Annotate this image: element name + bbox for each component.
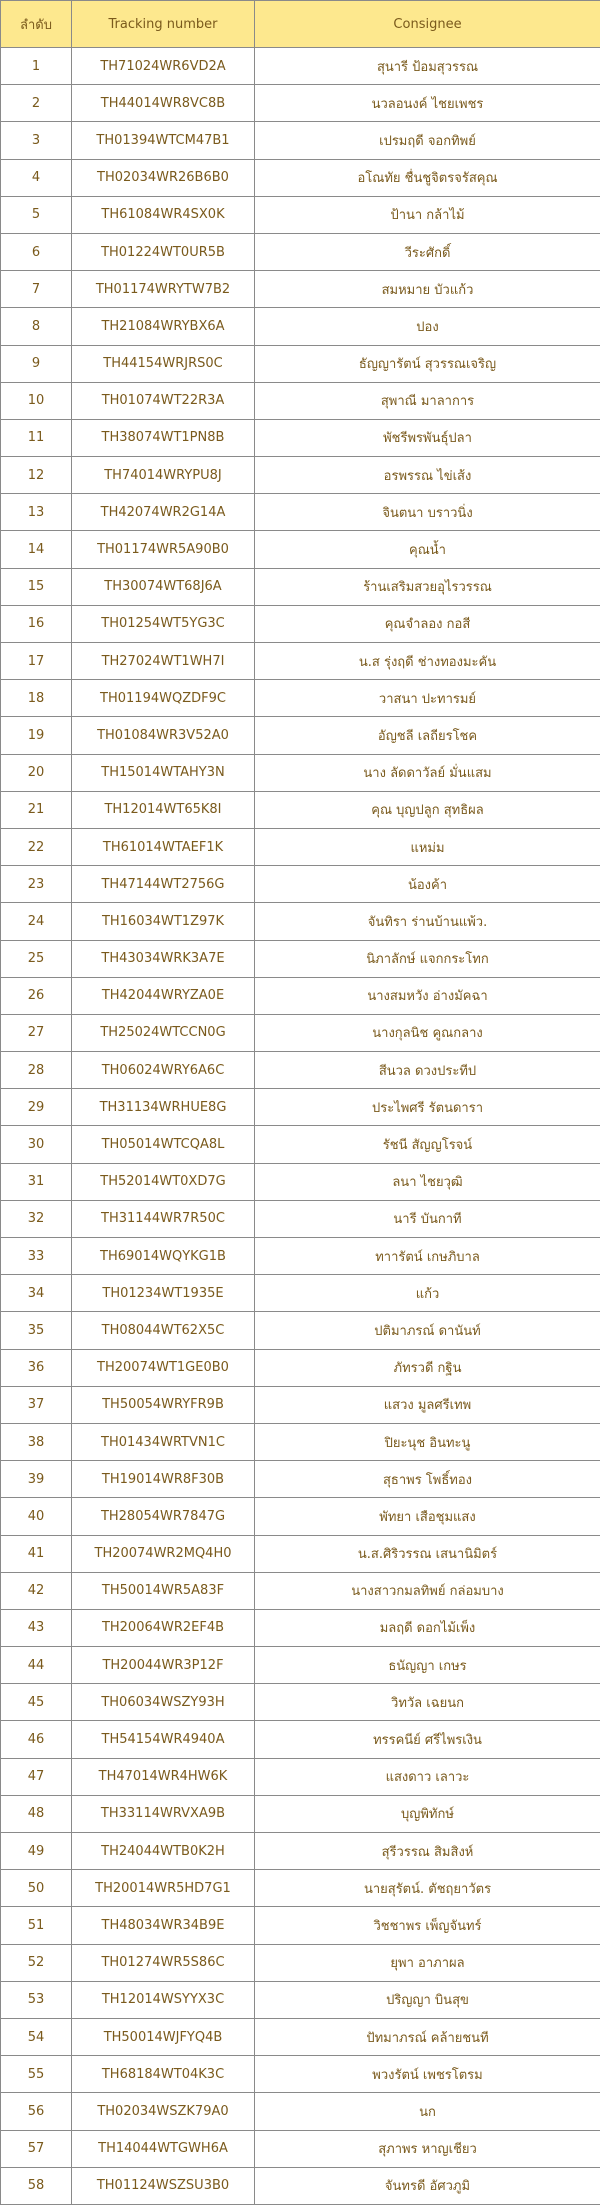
tracking-number: TH01274WR5S86C bbox=[72, 1944, 255, 1981]
table-row bbox=[1, 1535, 600, 1572]
table-row bbox=[1, 382, 600, 419]
tracking-number: TH20064WR2EF4B bbox=[72, 1609, 255, 1646]
row-number: 45 bbox=[1, 1684, 72, 1721]
row-number: 57 bbox=[1, 2130, 72, 2167]
table-row bbox=[1, 1721, 600, 1758]
consignee-name: นวลอนงค์ ไชยเพชร bbox=[255, 85, 600, 122]
table-row bbox=[1, 1907, 600, 1944]
tracking-number: TH21084WRYBX6A bbox=[72, 308, 255, 345]
row-number: 50 bbox=[1, 1870, 72, 1907]
tracking-number: TH31134WRHUE8G bbox=[72, 1089, 255, 1126]
table-row bbox=[1, 1795, 600, 1832]
consignee-name: บุญพิทักษ์ bbox=[255, 1795, 600, 1832]
row-number: 27 bbox=[1, 1014, 72, 1051]
consignee-name: แสวง มูลศรีเทพ bbox=[255, 1386, 600, 1423]
table-row bbox=[1, 1052, 600, 1089]
table-row bbox=[1, 568, 600, 605]
table-row bbox=[1, 1312, 600, 1349]
row-number: 34 bbox=[1, 1275, 72, 1312]
consignee-name: ทาารัตน์ เกษภิบาล bbox=[255, 1238, 600, 1275]
consignee-name: ป้านา กล้าไม้ bbox=[255, 196, 600, 233]
consignee-name: นก bbox=[255, 2093, 600, 2130]
table-row bbox=[1, 2167, 600, 2204]
table-row bbox=[1, 159, 600, 196]
row-number: 51 bbox=[1, 1907, 72, 1944]
row-number: 58 bbox=[1, 2167, 72, 2204]
row-number: 44 bbox=[1, 1647, 72, 1684]
tracking-number: TH12014WT65K8I bbox=[72, 791, 255, 828]
tracking-number: TH42044WRYZA0E bbox=[72, 977, 255, 1014]
row-number: 35 bbox=[1, 1312, 72, 1349]
row-number: 8 bbox=[1, 308, 72, 345]
tracking-number: TH42074WR2G14A bbox=[72, 494, 255, 531]
consignee-name: จินตนา บราวนิ่ง bbox=[255, 494, 600, 531]
table-row bbox=[1, 1126, 600, 1163]
row-number: 21 bbox=[1, 791, 72, 828]
row-number: 33 bbox=[1, 1238, 72, 1275]
tracking-number: TH16034WT1Z97K bbox=[72, 903, 255, 940]
table-row bbox=[1, 940, 600, 977]
row-number: 19 bbox=[1, 717, 72, 754]
row-number: 40 bbox=[1, 1498, 72, 1535]
row-number: 55 bbox=[1, 2056, 72, 2093]
row-number: 7 bbox=[1, 271, 72, 308]
tracking-number: TH48034WR34B9E bbox=[72, 1907, 255, 1944]
tracking-number: TH19014WR8F30B bbox=[72, 1461, 255, 1498]
consignee-name: ปติมาภรณ์ ดานันท์ bbox=[255, 1312, 600, 1349]
tracking-number: TH47144WT2756G bbox=[72, 866, 255, 903]
table-row bbox=[1, 680, 600, 717]
tracking-number: TH28054WR7847G bbox=[72, 1498, 255, 1535]
consignee-name: ปอง bbox=[255, 308, 600, 345]
tracking-number: TH27024WT1WH7I bbox=[72, 643, 255, 680]
row-number: 1 bbox=[1, 48, 72, 85]
table-row bbox=[1, 48, 600, 85]
row-number: 22 bbox=[1, 828, 72, 865]
consignee-name: ทรรคนีย์ ศรีไพรเงิน bbox=[255, 1721, 600, 1758]
tracking-number: TH50014WR5A83F bbox=[72, 1572, 255, 1609]
row-number: 9 bbox=[1, 345, 72, 382]
row-number: 37 bbox=[1, 1386, 72, 1423]
consignee-name: วาสนา ปะทารมย์ bbox=[255, 680, 600, 717]
row-number: 36 bbox=[1, 1349, 72, 1386]
consignee-name: ประไพศรี รัตนดารา bbox=[255, 1089, 600, 1126]
table-row bbox=[1, 122, 600, 159]
consignee-name: สุธาพร โพธิ์ทอง bbox=[255, 1461, 600, 1498]
row-number: 16 bbox=[1, 605, 72, 642]
consignee-name: คุณจำลอง กอสี bbox=[255, 605, 600, 642]
row-number: 24 bbox=[1, 903, 72, 940]
table-body bbox=[1, 48, 600, 2205]
row-number: 39 bbox=[1, 1461, 72, 1498]
table-row bbox=[1, 1498, 600, 1535]
row-number: 41 bbox=[1, 1535, 72, 1572]
row-number: 20 bbox=[1, 754, 72, 791]
row-number: 29 bbox=[1, 1089, 72, 1126]
tracking-number: TH74014WRYPU8J bbox=[72, 457, 255, 494]
tracking-number: TH68184WT04K3C bbox=[72, 2056, 255, 2093]
tracking-number: TH52014WT0XD7G bbox=[72, 1163, 255, 1200]
row-number: 47 bbox=[1, 1758, 72, 1795]
table-row bbox=[1, 1609, 600, 1646]
tracking-number: TH44014WR8VC8B bbox=[72, 85, 255, 122]
tracking-number: TH31144WR7R50C bbox=[72, 1200, 255, 1237]
table-row bbox=[1, 828, 600, 865]
consignee-name: ลนา ไชยวุฒิ bbox=[255, 1163, 600, 1200]
tracking-number: TH20044WR3P12F bbox=[72, 1647, 255, 1684]
table-row bbox=[1, 754, 600, 791]
table-row bbox=[1, 2056, 600, 2093]
row-number: 49 bbox=[1, 1833, 72, 1870]
tracking-number: TH01434WRTVN1C bbox=[72, 1423, 255, 1460]
table-row bbox=[1, 903, 600, 940]
row-number: 15 bbox=[1, 568, 72, 605]
row-number: 18 bbox=[1, 680, 72, 717]
tracking-number: TH01234WT1935E bbox=[72, 1275, 255, 1312]
consignee-name: ยุพา อาภาผล bbox=[255, 1944, 600, 1981]
table-row bbox=[1, 196, 600, 233]
tracking-number: TH25024WTCCN0G bbox=[72, 1014, 255, 1051]
column-header-tracking-number: Tracking number bbox=[72, 1, 255, 48]
row-number: 14 bbox=[1, 531, 72, 568]
tracking-number: TH47014WR4HW6K bbox=[72, 1758, 255, 1795]
consignee-name: นิภาลักษ์ แจกกระโทก bbox=[255, 940, 600, 977]
table-row bbox=[1, 791, 600, 828]
row-number: 17 bbox=[1, 643, 72, 680]
tracking-number: TH01224WT0UR5B bbox=[72, 233, 255, 270]
tracking-number: TH01174WR5A90B0 bbox=[72, 531, 255, 568]
table-row bbox=[1, 1089, 600, 1126]
consignee-name: นายสุรัตน์. ตัชฤยาวัตร bbox=[255, 1870, 600, 1907]
column-header-order: ลำดับ bbox=[1, 1, 72, 48]
row-number: 46 bbox=[1, 1721, 72, 1758]
table-row bbox=[1, 1833, 600, 1870]
table-row bbox=[1, 977, 600, 1014]
table-row bbox=[1, 2018, 600, 2055]
consignee-name: จันทรดี อัศวภูมิ bbox=[255, 2167, 600, 2204]
table-row bbox=[1, 1870, 600, 1907]
table-row bbox=[1, 1572, 600, 1609]
tracking-number: TH44154WRJRS0C bbox=[72, 345, 255, 382]
tracking-number: TH14044WTGWH6A bbox=[72, 2130, 255, 2167]
consignee-name: แหม่ม bbox=[255, 828, 600, 865]
tracking-number: TH01174WRYTW7B2 bbox=[72, 271, 255, 308]
tracking-number: TH61084WR4SX0K bbox=[72, 196, 255, 233]
consignee-name: คุณน้ำ bbox=[255, 531, 600, 568]
consignee-name: ธัญญารัตน์ สุวรรณเจริญ bbox=[255, 345, 600, 382]
consignee-name: อัญชลี เลถียรโชค bbox=[255, 717, 600, 754]
tracking-number: TH50054WRYFR9B bbox=[72, 1386, 255, 1423]
tracking-number: TH01124WSZSU3B0 bbox=[72, 2167, 255, 2204]
table-row bbox=[1, 531, 600, 568]
table-row bbox=[1, 85, 600, 122]
consignee-name: สุภาพร หาญเชียว bbox=[255, 2130, 600, 2167]
consignee-name: อรพรรณ ไข่เส้ง bbox=[255, 457, 600, 494]
tracking-number: TH01394WTCM47B1 bbox=[72, 122, 255, 159]
consignee-name: แสงดาว เลาวะ bbox=[255, 1758, 600, 1795]
consignee-name: เปรมฤดี จอกทิพย์ bbox=[255, 122, 600, 159]
consignee-name: ร้านเสริมสวยอุไรวรรณ bbox=[255, 568, 600, 605]
tracking-number: TH05014WTCQA8L bbox=[72, 1126, 255, 1163]
row-number: 38 bbox=[1, 1423, 72, 1460]
tracking-number: TH15014WTAHY3N bbox=[72, 754, 255, 791]
table-row bbox=[1, 1461, 600, 1498]
consignee-name: สีนวล ดวงประทีป bbox=[255, 1052, 600, 1089]
row-number: 56 bbox=[1, 2093, 72, 2130]
consignee-name: พัชรีพรพันธุ์ปลา bbox=[255, 419, 600, 456]
row-number: 11 bbox=[1, 419, 72, 456]
tracking-number: TH71024WR6VD2A bbox=[72, 48, 255, 85]
consignee-name: น.ส รุ่งฤดี ช่างทองมะคัน bbox=[255, 643, 600, 680]
consignee-name: นารี บันกาที bbox=[255, 1200, 600, 1237]
consignee-name: นางกุลนิช คูณกลาง bbox=[255, 1014, 600, 1051]
consignee-name: จันทิรา ร่านบ้านแพ้ว. bbox=[255, 903, 600, 940]
table-row bbox=[1, 308, 600, 345]
tracking-number: TH54154WR4940A bbox=[72, 1721, 255, 1758]
consignee-name: นางสาวกมลทิพย์ กล่อมบาง bbox=[255, 1572, 600, 1609]
consignee-name: วีระศักดิ์ bbox=[255, 233, 600, 270]
consignee-name: สุพาณี มาลาการ bbox=[255, 382, 600, 419]
table-row bbox=[1, 2130, 600, 2167]
tracking-number: TH24044WTB0K2H bbox=[72, 1833, 255, 1870]
table-header-row bbox=[1, 1, 600, 48]
row-number: 3 bbox=[1, 122, 72, 159]
row-number: 2 bbox=[1, 85, 72, 122]
tracking-number: TH20014WR5HD7G1 bbox=[72, 1870, 255, 1907]
tracking-number: TH01074WT22R3A bbox=[72, 382, 255, 419]
tracking-number: TH06034WSZY93H bbox=[72, 1684, 255, 1721]
consignee-name: ภัทรวดี กฐิน bbox=[255, 1349, 600, 1386]
consignee-name: อโณทัย ชื่นชูจิตรจรัสคุณ bbox=[255, 159, 600, 196]
row-number: 23 bbox=[1, 866, 72, 903]
row-number: 54 bbox=[1, 2018, 72, 2055]
column-header-consignee: Consignee bbox=[255, 1, 600, 48]
tracking-number: TH69014WQYKG1B bbox=[72, 1238, 255, 1275]
table-row bbox=[1, 1981, 600, 2018]
row-number: 53 bbox=[1, 1981, 72, 2018]
table-row bbox=[1, 1386, 600, 1423]
row-number: 26 bbox=[1, 977, 72, 1014]
tracking-number: TH20074WT1GE0B0 bbox=[72, 1349, 255, 1386]
tracking-number: TH33114WRVXA9B bbox=[72, 1795, 255, 1832]
table-row bbox=[1, 1200, 600, 1237]
tracking-number: TH02034WR26B6B0 bbox=[72, 159, 255, 196]
tracking-number: TH61014WTAEF1K bbox=[72, 828, 255, 865]
row-number: 48 bbox=[1, 1795, 72, 1832]
table-row bbox=[1, 1944, 600, 1981]
consignee-name: นาง ลัดดาวัลย์ มั่นแสม bbox=[255, 754, 600, 791]
tracking-number: TH01084WR3V52A0 bbox=[72, 717, 255, 754]
row-number: 43 bbox=[1, 1609, 72, 1646]
row-number: 32 bbox=[1, 1200, 72, 1237]
table-row bbox=[1, 494, 600, 531]
table-row bbox=[1, 233, 600, 270]
tracking-number: TH20074WR2MQ4H0 bbox=[72, 1535, 255, 1572]
consignee-name: ปิยะนุช อินทะนู bbox=[255, 1423, 600, 1460]
tracking-number: TH30074WT68J6A bbox=[72, 568, 255, 605]
row-number: 4 bbox=[1, 159, 72, 196]
row-number: 25 bbox=[1, 940, 72, 977]
consignee-name: มลฤดี ดอกไม้เพ็ง bbox=[255, 1609, 600, 1646]
table-row bbox=[1, 1349, 600, 1386]
consignee-name: แก้ว bbox=[255, 1275, 600, 1312]
table-row bbox=[1, 717, 600, 754]
tracking-number: TH08044WT62X5C bbox=[72, 1312, 255, 1349]
consignee-name: วิทวัล เฉยนก bbox=[255, 1684, 600, 1721]
table-row bbox=[1, 1647, 600, 1684]
row-number: 10 bbox=[1, 382, 72, 419]
table-row bbox=[1, 1014, 600, 1051]
table-row bbox=[1, 2093, 600, 2130]
row-number: 42 bbox=[1, 1572, 72, 1609]
tracking-number: TH01254WT5YG3C bbox=[72, 605, 255, 642]
table-row bbox=[1, 271, 600, 308]
row-number: 12 bbox=[1, 457, 72, 494]
consignee-name: น.ส.ศิริวรรณ เสนานิมิตร์ bbox=[255, 1535, 600, 1572]
tracking-number: TH38074WT1PN8B bbox=[72, 419, 255, 456]
row-number: 30 bbox=[1, 1126, 72, 1163]
consignee-name: นางสมหวัง อ่างมัคฉา bbox=[255, 977, 600, 1014]
consignee-name: รัชนี สัญญโรจน์ bbox=[255, 1126, 600, 1163]
tracking-number: TH01194WQZDF9C bbox=[72, 680, 255, 717]
consignee-name: ธนัญญา เกษร bbox=[255, 1647, 600, 1684]
consignee-name: น้องค้า bbox=[255, 866, 600, 903]
tracking-number: TH12014WSYYX3C bbox=[72, 1981, 255, 2018]
consignee-name: ปริญญา บินสุข bbox=[255, 1981, 600, 2018]
table-row bbox=[1, 643, 600, 680]
table-row bbox=[1, 1684, 600, 1721]
tracking-number: TH50014WJFYQ4B bbox=[72, 2018, 255, 2055]
table-row bbox=[1, 1423, 600, 1460]
table-row bbox=[1, 419, 600, 456]
tracking-number: TH02034WSZK79A0 bbox=[72, 2093, 255, 2130]
table-row bbox=[1, 345, 600, 382]
tracking-number: TH06024WRY6A6C bbox=[72, 1052, 255, 1089]
table-row bbox=[1, 866, 600, 903]
consignee-name: วิชชาพร เพ็ญจันทร์ bbox=[255, 1907, 600, 1944]
row-number: 28 bbox=[1, 1052, 72, 1089]
table-row bbox=[1, 457, 600, 494]
consignee-name: สุรีวรรณ สิมสิงห์ bbox=[255, 1833, 600, 1870]
row-number: 5 bbox=[1, 196, 72, 233]
consignee-name: สมหมาย บัวแก้ว bbox=[255, 271, 600, 308]
table-row bbox=[1, 1163, 600, 1200]
table-row bbox=[1, 1275, 600, 1312]
consignee-name: คุณ บุญปลูก สุทธิผล bbox=[255, 791, 600, 828]
row-number: 13 bbox=[1, 494, 72, 531]
tracking-number: TH43034WRK3A7E bbox=[72, 940, 255, 977]
consignee-name: พัทยา เสือชุมแสง bbox=[255, 1498, 600, 1535]
consignee-name: พวงรัตน์ เพชรโตรม bbox=[255, 2056, 600, 2093]
consignee-name: สุนารี ป้อมสุวรรณ bbox=[255, 48, 600, 85]
row-number: 6 bbox=[1, 233, 72, 270]
table-row bbox=[1, 605, 600, 642]
table-row bbox=[1, 1758, 600, 1795]
table-row bbox=[1, 1238, 600, 1275]
row-number: 52 bbox=[1, 1944, 72, 1981]
consignee-name: ปัทมาภรณ์ คล้ายชนที bbox=[255, 2018, 600, 2055]
row-number: 31 bbox=[1, 1163, 72, 1200]
